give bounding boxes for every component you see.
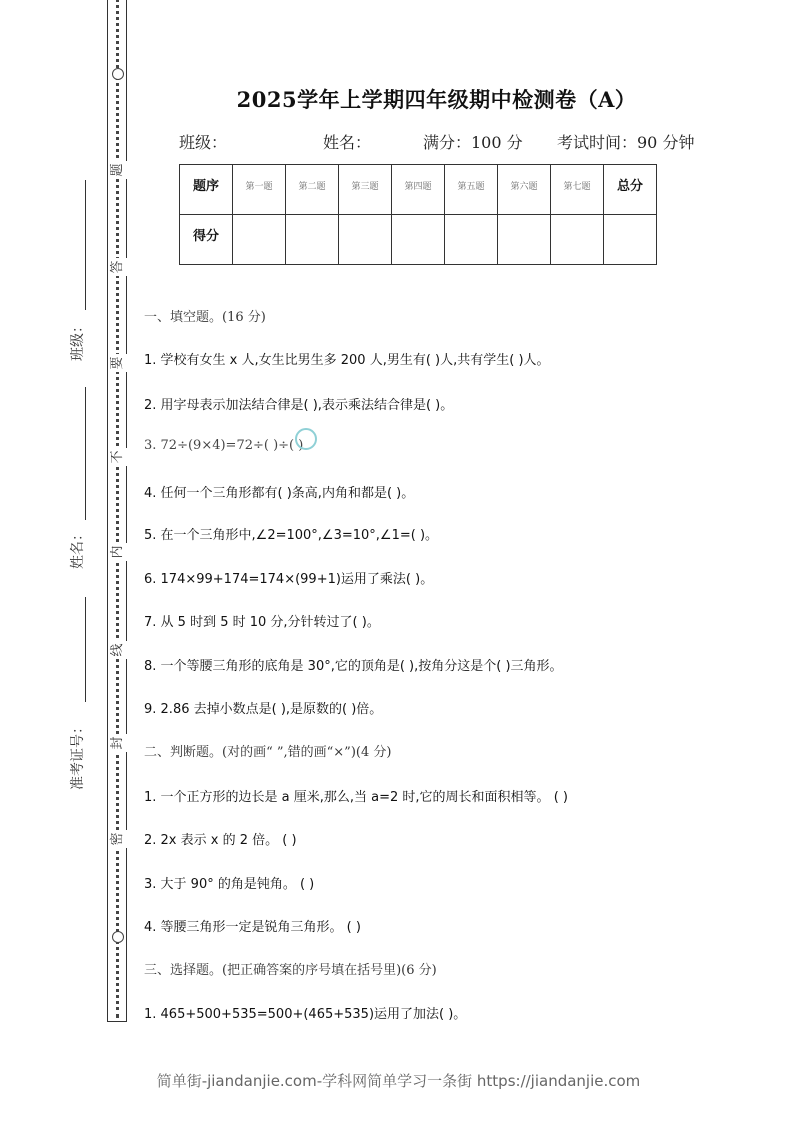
- question-1-3: 3. 72÷(9×4)=72÷( )÷( ): [144, 438, 304, 453]
- question-2-1: 1. 一个正方形的边长是 a 厘米,那么,当 a=2 时,它的周长和面积相等。 ( ): [144, 790, 568, 805]
- score-cell[interactable]: [286, 215, 339, 265]
- binding-char: 封: [109, 734, 127, 752]
- question-1-8: 8. 一个等腰三角形的底角是 30°,它的顶角是( ),按角分这是个( )三角形。: [144, 659, 563, 674]
- side-exam-id-label: 准考证号：: [70, 720, 86, 790]
- footer-watermark: 简单街-jiandanjie.com-学科网简单学习一条街 https://jiandanjie.com: [156, 1072, 641, 1090]
- table-row: [180, 215, 657, 265]
- side-class-label: 班级：: [70, 319, 86, 361]
- score-cell[interactable]: [392, 215, 445, 265]
- column-header: 第一题: [233, 165, 286, 215]
- table-row: [180, 165, 657, 215]
- class-label: 班级：: [179, 133, 228, 152]
- binding-circle-icon: [112, 68, 124, 80]
- side-name-label: 姓名：: [70, 527, 86, 569]
- exam-id-underline[interactable]: [85, 597, 86, 702]
- question-2-4: 4. 等腰三角形一定是锐角三角形。 ( ): [144, 920, 361, 935]
- page-title: 2025学年上学期四年级期中检测卷（A）: [236, 87, 637, 112]
- score-cell[interactable]: [339, 215, 392, 265]
- question-2-2: 2. 2x 表示 x 的 2 倍。 ( ): [144, 833, 297, 848]
- score-table: [179, 164, 657, 265]
- total-score-cell[interactable]: [604, 215, 657, 265]
- section-3-heading: 三、选择题。(把正确答案的序号填在括号里)(6 分): [144, 963, 437, 978]
- name-underline[interactable]: [85, 387, 86, 520]
- binding-char: 要: [109, 354, 127, 372]
- score-cell[interactable]: [551, 215, 604, 265]
- question-1-1: 1. 学校有女生 x 人,女生比男生多 200 人,男生有( )人,共有学生( )人。: [144, 353, 550, 368]
- column-header: 第四题: [392, 165, 445, 215]
- question-1-4: 4. 任何一个三角形都有( )条高,内角和都是( )。: [144, 486, 415, 501]
- question-1-2: 2. 用字母表示加法结合律是( ),表示乘法结合律是( )。: [144, 398, 454, 413]
- binding-char: 不: [109, 448, 127, 466]
- question-1-6: 6. 174×99+174=174×(99+1)运用了乘法( )。: [144, 572, 434, 587]
- column-header: 第三题: [339, 165, 392, 215]
- binding-circle-icon: [112, 931, 124, 943]
- score-cell[interactable]: [498, 215, 551, 265]
- question-1-9: 9. 2.86 去掉小数点是( ),是原数的( )倍。: [144, 702, 383, 717]
- score-cell[interactable]: [445, 215, 498, 265]
- row-label-score: 得分: [180, 215, 233, 265]
- column-header: 第五题: [445, 165, 498, 215]
- binding-char: 内: [109, 543, 127, 561]
- column-header: 第六题: [498, 165, 551, 215]
- total-header: 总分: [604, 165, 657, 215]
- question-1-5: 5. 在一个三角形中,∠2=100°,∠3=10°,∠1=( )。: [144, 528, 439, 543]
- full-score: 满分：100 分: [423, 133, 523, 152]
- class-underline[interactable]: [85, 180, 86, 310]
- section-2-heading: 二、判断题。(对的画“ ”,错的画“×”)(4 分): [144, 745, 392, 760]
- score-cell[interactable]: [233, 215, 286, 265]
- binding-strip: [107, 0, 127, 1022]
- section-1-heading: 一、填空题。(16 分): [144, 310, 266, 325]
- column-header: 第七题: [551, 165, 604, 215]
- question-3-1: 1. 465+500+535=500+(465+535)运用了加法( )。: [144, 1007, 467, 1022]
- question-2-3: 3. 大于 90° 的角是钝角。 ( ): [144, 877, 315, 892]
- binding-char: 密: [109, 830, 127, 848]
- question-1-7: 7. 从 5 时到 5 时 10 分,分针转过了( )。: [144, 615, 380, 630]
- binding-dotted-line: [116, 0, 122, 1018]
- column-header: 第二题: [286, 165, 339, 215]
- row-label-order: 题序: [180, 165, 233, 215]
- binding-char: 线: [109, 641, 127, 659]
- cursor-ring-icon: [295, 428, 317, 450]
- exam-time: 考试时间：90 分钟: [557, 133, 695, 152]
- name-label: 姓名：: [323, 133, 372, 152]
- binding-char: 答: [109, 258, 127, 276]
- binding-char: 题: [109, 161, 127, 179]
